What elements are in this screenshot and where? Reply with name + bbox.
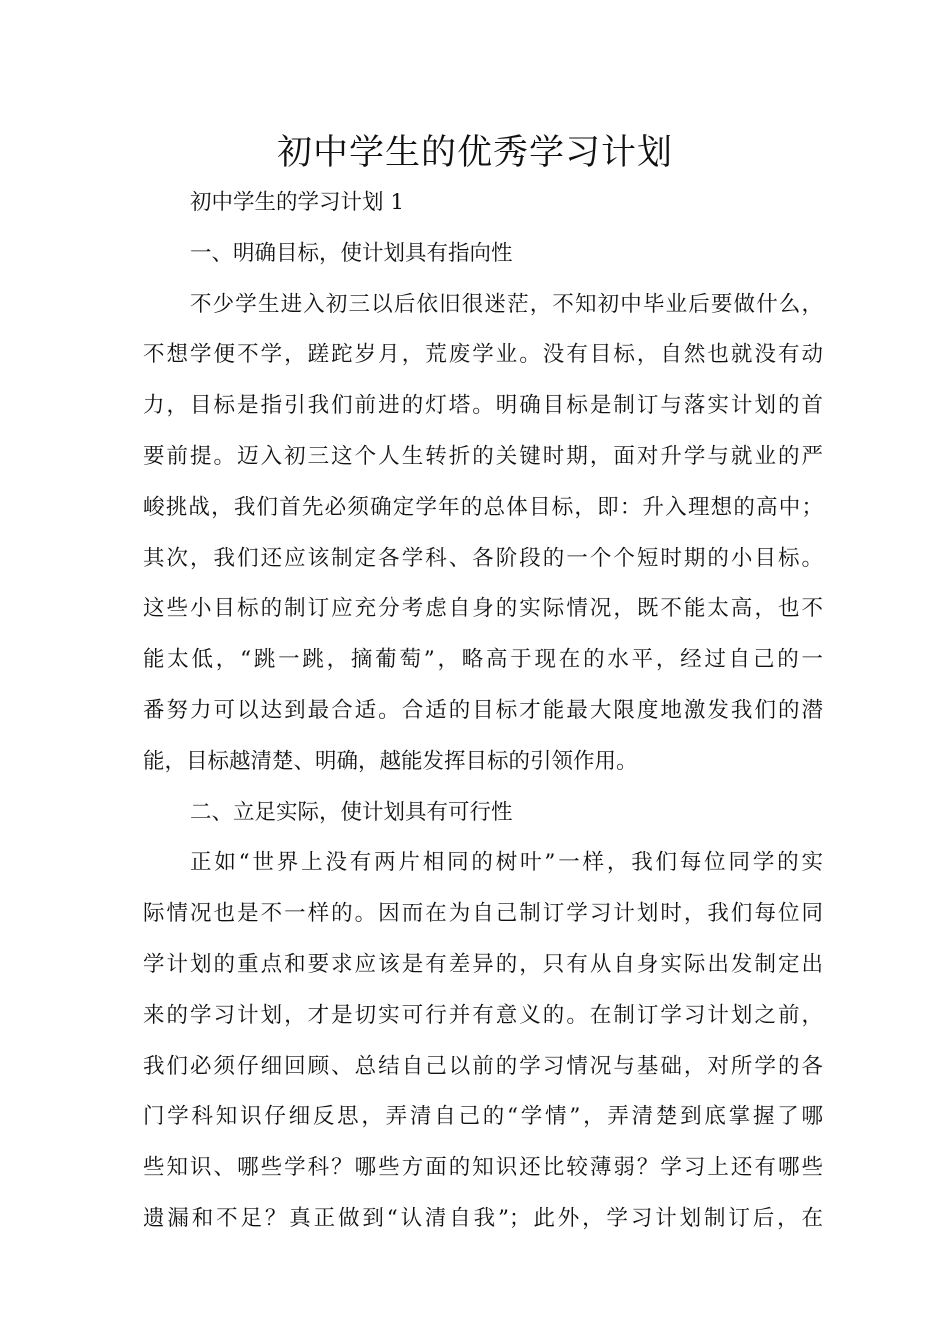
text-line: 要前提。迈入初三这个人生转折的关键时期，面对升学与就业的严 <box>143 443 823 469</box>
text-line: 些知识、哪些学科？哪些方面的知识还比较薄弱？学习上还有哪些 <box>143 1155 823 1181</box>
document-body <box>143 178 823 1245</box>
text-line: 正如“世界上没有两片相同的树叶”一样，我们每位同学的实 <box>190 850 823 876</box>
text-line: 其次，我们还应该制定各学科、各阶段的一个个短时期的小目标。 <box>143 545 823 571</box>
text-line: 能太低，“跳一跳，摘葡萄”，略高于现在的水平，经过自己的一 <box>143 647 823 673</box>
text-line: 力，目标是指引我们前进的灯塔。明确目标是制订与落实计划的首 <box>143 393 823 419</box>
text-line: 不少学生进入初三以后依旧很迷茫，不知初中毕业后要做什么， <box>190 291 823 317</box>
document-title: 初中学生的优秀学习计划 <box>276 133 673 173</box>
text-line: 这些小目标的制订应充分考虑自身的实际情况，既不能太高，也不 <box>143 596 823 622</box>
text-line: 番努力可以达到最合适。合适的目标才能最大限度地激发我们的潜 <box>143 697 823 723</box>
text-line: 初中学生的学习计划 1 <box>190 190 405 215</box>
text-line: 遗漏和不足？真正做到“认清自我”；此外，学习计划制订后，在 <box>143 1205 823 1231</box>
text-line: 来的学习计划，才是切实可行并有意义的。在制订学习计划之前， <box>143 1002 823 1028</box>
text-line: 际情况也是不一样的。因而在为自己制订学习计划时，我们每位同 <box>143 901 823 927</box>
text-line: 一、明确目标，使计划具有指向性 <box>190 240 513 266</box>
text-line: 学计划的重点和要求应该是有差异的，只有从自身实际出发制定出 <box>143 951 823 977</box>
text-line: 不想学便不学，蹉跎岁月，荒废学业。没有目标，自然也就没有动 <box>143 342 823 368</box>
text-line: 我们必须仔细回顾、总结自己以前的学习情况与基础，对所学的各 <box>143 1053 823 1079</box>
text-line: 二、立足实际，使计划具有可行性 <box>190 799 513 825</box>
text-line: 门学科知识仔细反思，弄清自己的“学情”，弄清楚到底掌握了哪 <box>143 1104 823 1130</box>
text-line: 峻挑战，我们首先必须确定学年的总体目标，即：升入理想的高中； <box>143 494 823 520</box>
text-line: 能，目标越清楚、明确，越能发挥目标的引领作用。 <box>143 748 638 774</box>
